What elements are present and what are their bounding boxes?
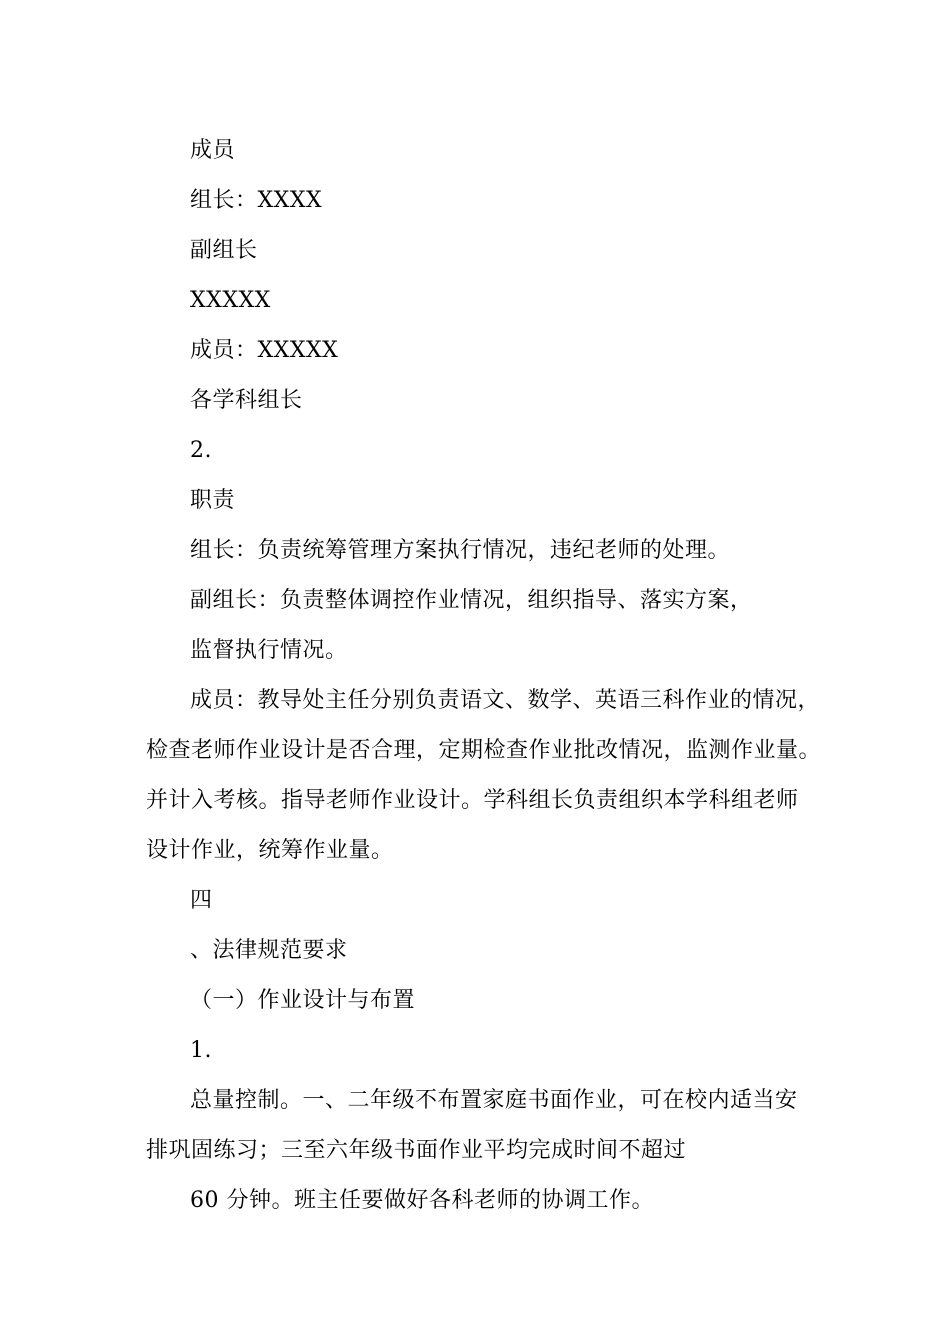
text-line: 排巩固练习；三至六年级书面作业平均完成时间不超过 (146, 1138, 687, 1163)
text-line: 成员：XXXXX (190, 338, 339, 363)
text-line: 副组长 (190, 238, 258, 263)
text-line: 职责 (190, 488, 236, 513)
text-line: 成员：教导处主任分别负责语文、数学、英语三科作业的情况， (190, 688, 821, 713)
text-line: 成员 (190, 138, 236, 163)
text-line: 60 分钟。班主任要做好各科老师的协调工作。 (190, 1188, 654, 1213)
text-line: 并计入考核。指导老师作业设计。学科组长负责组织本学科组老师 (146, 788, 799, 813)
text-line: XXXXX (190, 288, 271, 313)
text-line: 设计作业，统筹作业量。 (146, 838, 394, 863)
text-line: 总量控制。一、二年级不布置家庭书面作业，可在校内适当安 (190, 1088, 798, 1113)
text-line: 、法律规范要求 (190, 938, 348, 963)
text-line: 监督执行情况。 (190, 638, 348, 663)
text-line: 四 (190, 888, 213, 913)
text-line: 1. (190, 1038, 212, 1063)
text-line: 各学科组长 (190, 388, 303, 413)
text-line: 2. (190, 438, 212, 463)
text-line: 检查老师作业设计是否合理，定期检查作业批改情况，监测作业量。 (146, 738, 822, 763)
text-line: （一）作业设计与布置 (190, 988, 416, 1013)
text-line: 副组长：负责整体调控作业情况，组织指导、落实方案， (190, 588, 753, 613)
text-line: 组长：XXXX (190, 188, 323, 213)
text-line: 组长：负责统筹管理方案执行情况，违纪老师的处理。 (190, 538, 731, 563)
